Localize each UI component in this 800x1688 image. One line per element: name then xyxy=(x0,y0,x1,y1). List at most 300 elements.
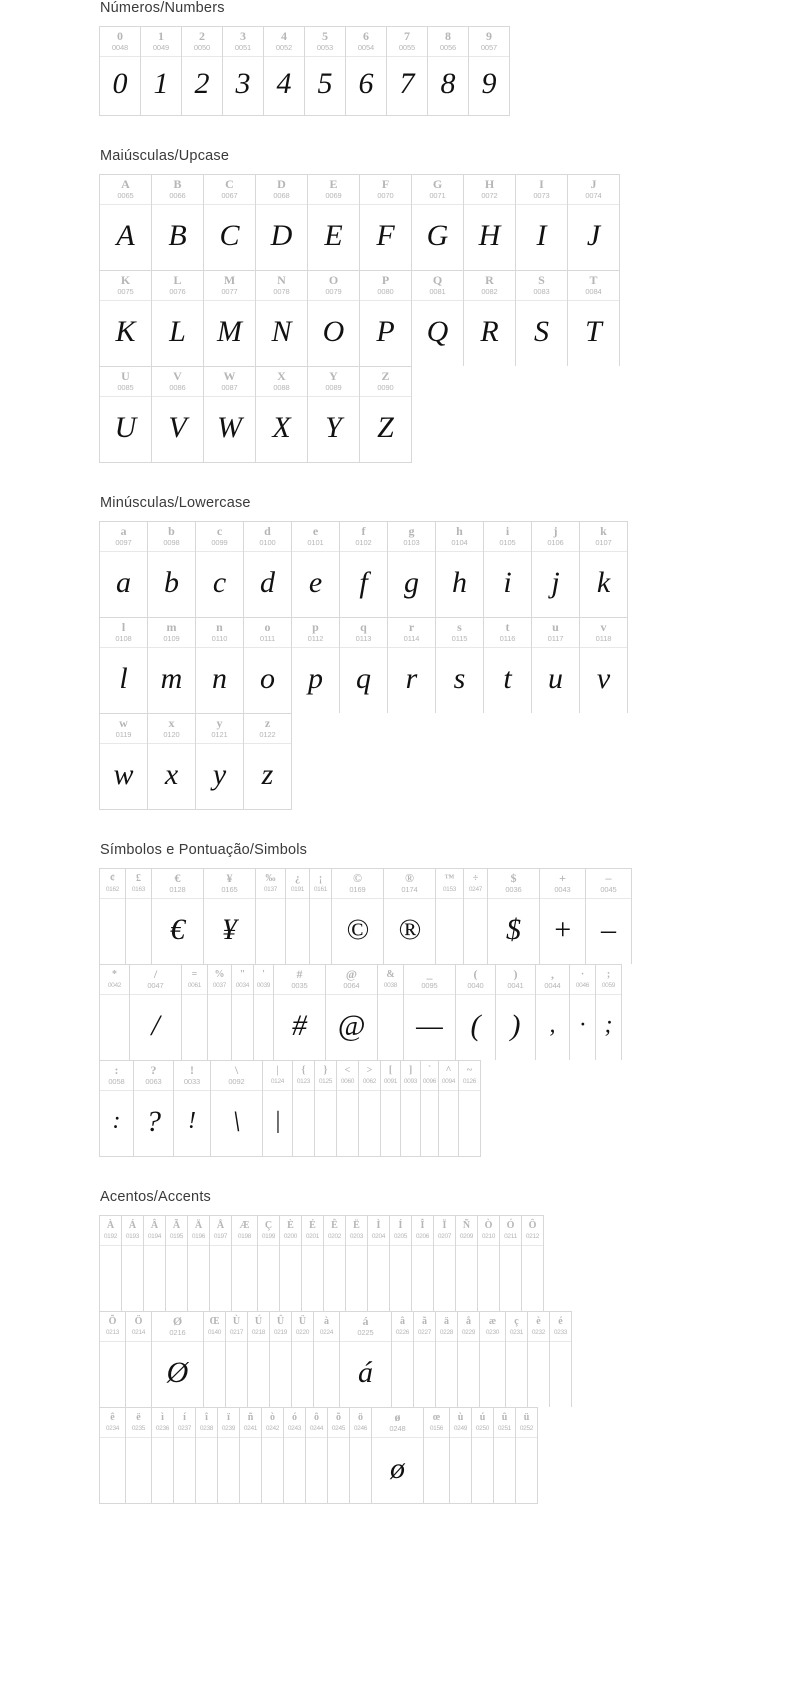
glyph-cell[interactable] xyxy=(100,522,148,617)
glyph-cell[interactable] xyxy=(500,1216,522,1311)
glyph-cell[interactable] xyxy=(264,27,305,115)
glyph-cell[interactable] xyxy=(550,1312,572,1407)
glyph-cell-code: 0043 xyxy=(554,885,571,894)
glyph-cell-char: ] xyxy=(408,1065,413,1076)
glyph-cell-char: € xyxy=(174,871,181,885)
glyph-cell-char: x xyxy=(168,716,175,730)
glyph-cell[interactable] xyxy=(436,1312,458,1407)
glyph-cell[interactable] xyxy=(141,27,182,115)
glyph-cell-char: å xyxy=(466,1316,471,1327)
glyph-cell-code: 0116 xyxy=(499,634,516,643)
glyph-cell-header xyxy=(152,175,203,205)
glyph-cell[interactable] xyxy=(305,27,346,115)
glyph-cell-char: & xyxy=(386,969,395,980)
glyph-cell[interactable] xyxy=(337,1061,359,1156)
glyph-cell[interactable] xyxy=(204,367,256,462)
glyph-cell[interactable] xyxy=(580,618,628,713)
glyph-cell-char: Ü xyxy=(298,1316,307,1327)
glyph-cell[interactable] xyxy=(450,1408,472,1503)
glyph-cell-sample: 8 xyxy=(440,67,456,100)
glyph-cell-sample xyxy=(436,1342,457,1407)
glyph-cell-sample xyxy=(226,1342,247,1407)
glyph-cell[interactable] xyxy=(100,175,152,270)
glyph-cell[interactable] xyxy=(122,1216,144,1311)
glyph-cell[interactable] xyxy=(182,27,223,115)
glyph-cell-char: { xyxy=(301,1065,306,1076)
glyph-cell-header xyxy=(326,965,377,995)
glyph-cell[interactable] xyxy=(496,965,536,1060)
glyph-cell[interactable] xyxy=(340,1312,392,1407)
glyph-cell-header xyxy=(256,869,285,899)
glyph-cell[interactable] xyxy=(292,522,340,617)
glyph-cell-char: Ñ xyxy=(462,1220,471,1231)
glyph-cell[interactable] xyxy=(100,714,148,809)
glyph-cell[interactable] xyxy=(478,1216,500,1311)
glyph-cell-code: 0081 xyxy=(429,287,446,296)
glyph-cell[interactable] xyxy=(586,869,632,964)
section-title-lowercase: Minúsculas/Lowercase xyxy=(100,495,251,511)
glyph-cell-sample xyxy=(328,1438,349,1503)
glyph-cell[interactable] xyxy=(211,1061,263,1156)
glyph-cell[interactable] xyxy=(256,175,308,270)
glyph-cell[interactable] xyxy=(204,175,256,270)
glyph-cell[interactable] xyxy=(182,965,208,1060)
glyph-cell[interactable] xyxy=(324,1216,346,1311)
glyph-cell-char: 9 xyxy=(486,29,492,43)
glyph-cell-header xyxy=(421,1061,438,1091)
glyph-cell[interactable] xyxy=(148,618,196,713)
glyph-cell[interactable] xyxy=(126,1408,152,1503)
glyph-cell[interactable] xyxy=(404,965,456,1060)
glyph-cell[interactable] xyxy=(256,869,286,964)
glyph-cell[interactable] xyxy=(532,522,580,617)
glyph-cell-char: ~ xyxy=(466,1065,473,1076)
glyph-cell-sample: c xyxy=(212,565,227,599)
glyph-cell[interactable] xyxy=(436,522,484,617)
glyph-cell-sample: ? xyxy=(146,1104,161,1138)
glyph-cell-header xyxy=(100,1408,125,1438)
glyph-cell[interactable] xyxy=(240,1408,262,1503)
glyph-cell-sample: H xyxy=(478,218,501,252)
glyph-cell[interactable] xyxy=(226,1312,248,1407)
glyph-cell-sample: F xyxy=(376,218,395,252)
glyph-cell-header xyxy=(152,1408,173,1438)
glyph-cell[interactable] xyxy=(244,714,292,809)
glyph-cell-header xyxy=(368,1216,389,1246)
glyph-cell[interactable] xyxy=(100,1408,126,1503)
glyph-cell[interactable] xyxy=(360,175,412,270)
glyph-cell-code: 0048 xyxy=(111,43,129,52)
glyph-cell-code: 0169 xyxy=(349,885,366,894)
glyph-cell[interactable] xyxy=(280,1216,302,1311)
glyph-cell-sample xyxy=(188,1246,209,1311)
glyph-cell[interactable] xyxy=(456,965,496,1060)
glyph-cell[interactable] xyxy=(218,1408,240,1503)
glyph-cell[interactable] xyxy=(308,271,360,366)
glyph-cell[interactable] xyxy=(100,869,126,964)
glyph-cell-char: ! xyxy=(190,1063,194,1077)
glyph-cell-sample xyxy=(500,1246,521,1311)
glyph-cell-header xyxy=(540,869,585,899)
glyph-cell-char: U xyxy=(121,369,130,383)
glyph-cell-code: 0211 xyxy=(504,1233,517,1240)
glyph-cell[interactable] xyxy=(536,965,570,1060)
glyph-cell[interactable] xyxy=(256,271,308,366)
glyph-cell-sample: S xyxy=(534,314,549,348)
glyph-cell-code: 0236 xyxy=(155,1425,170,1432)
glyph-cell-code: 0234 xyxy=(105,1425,120,1432)
glyph-cell[interactable] xyxy=(274,965,326,1060)
glyph-cell-sample xyxy=(280,1246,301,1311)
glyph-cell-sample xyxy=(350,1438,371,1503)
glyph-cell-char: E xyxy=(329,177,338,191)
glyph-cell[interactable] xyxy=(381,1061,401,1156)
glyph-cell[interactable] xyxy=(326,965,378,1060)
glyph-cell[interactable] xyxy=(286,869,310,964)
glyph-cell[interactable] xyxy=(401,1061,421,1156)
glyph-cell[interactable] xyxy=(315,1061,337,1156)
glyph-cell[interactable] xyxy=(388,522,436,617)
glyph-cell-code: 0065 xyxy=(117,191,134,200)
glyph-cell-code: 0110 xyxy=(211,634,228,643)
glyph-cell-sample xyxy=(218,1438,239,1503)
glyph-cell-header xyxy=(211,1061,262,1091)
glyph-cell-code: 0090 xyxy=(377,383,394,392)
glyph-cell[interactable] xyxy=(126,869,152,964)
glyph-cell-sample: G xyxy=(426,218,449,252)
glyph-cell[interactable] xyxy=(506,1312,528,1407)
glyph-cell[interactable] xyxy=(188,1216,210,1311)
glyph-cell[interactable] xyxy=(204,271,256,366)
glyph-cell[interactable] xyxy=(384,869,436,964)
glyph-cell[interactable] xyxy=(244,522,292,617)
glyph-cell[interactable] xyxy=(568,175,620,270)
glyph-cell-header xyxy=(100,869,125,899)
glyph-cell-header xyxy=(152,271,203,301)
glyph-cell-code: 0207 xyxy=(437,1233,452,1240)
glyph-cell-header xyxy=(244,522,291,552)
glyph-cell[interactable] xyxy=(144,1216,166,1311)
glyph-cell[interactable] xyxy=(100,27,141,115)
glyph-cell-code: 0102 xyxy=(355,538,372,547)
glyph-cell[interactable] xyxy=(436,618,484,713)
glyph-cell[interactable] xyxy=(100,1061,134,1156)
glyph-cell[interactable] xyxy=(458,1312,480,1407)
glyph-cell[interactable] xyxy=(412,175,464,270)
glyph-cell[interactable] xyxy=(314,1312,340,1407)
glyph-cell-code: 0076 xyxy=(169,287,186,296)
glyph-cell-header xyxy=(284,1408,305,1438)
glyph-cell-sample: k xyxy=(596,565,611,599)
glyph-cell-header xyxy=(436,522,483,552)
glyph-cell-code: 0097 xyxy=(115,538,132,547)
glyph-cell-code: 0225 xyxy=(357,1328,374,1337)
glyph-cell-header xyxy=(292,1312,313,1342)
glyph-cell[interactable] xyxy=(469,27,510,115)
glyph-cell[interactable] xyxy=(152,367,204,462)
glyph-cell-header xyxy=(152,869,203,899)
glyph-cell[interactable] xyxy=(412,1216,434,1311)
glyph-cell-code: 0235 xyxy=(131,1425,146,1432)
glyph-cell[interactable] xyxy=(359,1061,381,1156)
glyph-cell[interactable] xyxy=(346,1216,368,1311)
glyph-cell[interactable] xyxy=(174,1061,211,1156)
glyph-cell-char: Ï xyxy=(442,1220,447,1231)
glyph-cell[interactable] xyxy=(328,1408,350,1503)
glyph-cell-char: c xyxy=(216,524,223,538)
glyph-cell-sample xyxy=(464,899,487,964)
glyph-cell-code: 0214 xyxy=(131,1329,146,1336)
glyph-cell-code: 0064 xyxy=(343,981,360,990)
glyph-cell-sample: 9 xyxy=(481,67,497,100)
glyph-cell-header xyxy=(100,175,151,205)
glyph-cell-sample: t xyxy=(503,661,512,695)
glyph-cell[interactable] xyxy=(196,522,244,617)
glyph-cell[interactable] xyxy=(388,618,436,713)
glyph-cell-sample xyxy=(421,1091,438,1156)
glyph-cell[interactable] xyxy=(148,522,196,617)
glyph-cell[interactable] xyxy=(292,618,340,713)
glyph-cell[interactable] xyxy=(392,1312,414,1407)
glyph-cell-header xyxy=(404,965,455,995)
glyph-cell-char: O xyxy=(328,273,339,287)
glyph-cell-char: ù xyxy=(457,1412,464,1423)
glyph-cell-header xyxy=(196,714,243,744)
glyph-cell-header xyxy=(401,1061,420,1091)
glyph-cell-header xyxy=(496,965,535,995)
glyph-row xyxy=(99,617,628,713)
glyph-cell-char: p xyxy=(312,620,319,634)
glyph-cell[interactable] xyxy=(456,1216,478,1311)
glyph-cell-header xyxy=(436,869,463,899)
glyph-cell-sample xyxy=(262,1438,283,1503)
glyph-cell[interactable] xyxy=(310,869,332,964)
glyph-cell[interactable] xyxy=(256,367,308,462)
glyph-cell-char: | xyxy=(276,1065,279,1076)
glyph-cell[interactable] xyxy=(421,1061,439,1156)
glyph-cell-sample xyxy=(292,1342,313,1407)
glyph-cell-header xyxy=(436,618,483,648)
glyph-cell[interactable] xyxy=(292,1312,314,1407)
glyph-cell[interactable] xyxy=(152,869,204,964)
glyph-cell-char: Ö xyxy=(134,1316,143,1327)
glyph-cell[interactable] xyxy=(332,869,384,964)
glyph-cell-sample: ( xyxy=(470,1008,481,1042)
glyph-cell[interactable] xyxy=(100,271,152,366)
glyph-cell[interactable] xyxy=(100,965,130,1060)
glyph-cell-sample: u xyxy=(548,661,563,695)
glyph-cell-sample xyxy=(439,1091,458,1156)
glyph-cell-header xyxy=(328,1408,349,1438)
glyph-cell-header xyxy=(218,1408,239,1438)
glyph-cell[interactable] xyxy=(494,1408,516,1503)
glyph-cell-header xyxy=(340,522,387,552)
glyph-cell[interactable] xyxy=(434,1216,456,1311)
glyph-cell-header xyxy=(256,175,307,205)
glyph-cell[interactable] xyxy=(516,175,568,270)
glyph-cell[interactable] xyxy=(196,714,244,809)
glyph-cell-char: r xyxy=(408,620,415,634)
glyph-cell[interactable] xyxy=(152,1408,174,1503)
glyph-cell[interactable] xyxy=(488,869,540,964)
glyph-cell[interactable] xyxy=(480,1312,506,1407)
glyph-cell-header xyxy=(350,1408,371,1438)
glyph-cell[interactable] xyxy=(100,618,148,713)
glyph-cell-code: 0123 xyxy=(296,1078,311,1085)
glyph-cell-char: L xyxy=(173,273,182,287)
glyph-cell-header xyxy=(506,1312,527,1342)
glyph-cell[interactable] xyxy=(439,1061,459,1156)
glyph-cell-char: Ô xyxy=(528,1220,537,1231)
glyph-cell[interactable] xyxy=(306,1408,328,1503)
glyph-cell-sample: O xyxy=(322,314,345,348)
glyph-cell-header xyxy=(428,27,468,57)
glyph-cell[interactable] xyxy=(580,522,628,617)
glyph-cell[interactable] xyxy=(436,869,464,964)
glyph-cell[interactable] xyxy=(248,1312,270,1407)
glyph-cell-sample: — xyxy=(416,1008,443,1042)
glyph-cell-sample: W xyxy=(217,410,242,444)
glyph-cell[interactable] xyxy=(516,271,568,366)
glyph-cell-code: 0232 xyxy=(531,1329,546,1336)
glyph-cell[interactable] xyxy=(390,1216,412,1311)
glyph-cell[interactable] xyxy=(254,965,274,1060)
glyph-cell-char: £ xyxy=(136,873,141,884)
glyph-cell-code: 0046 xyxy=(575,982,590,989)
glyph-cell-header xyxy=(210,1216,231,1246)
glyph-cell[interactable] xyxy=(223,27,264,115)
glyph-cell-char: ü xyxy=(523,1412,530,1423)
glyph-cell[interactable] xyxy=(100,1216,122,1311)
glyph-cell[interactable] xyxy=(130,965,182,1060)
glyph-cell-code: 0248 xyxy=(389,1424,406,1433)
glyph-cell[interactable] xyxy=(360,271,412,366)
glyph-cell[interactable] xyxy=(368,1216,390,1311)
glyph-cell[interactable] xyxy=(308,175,360,270)
glyph-cell[interactable] xyxy=(270,1312,292,1407)
glyph-cell[interactable] xyxy=(196,1408,218,1503)
glyph-cell[interactable] xyxy=(464,271,516,366)
glyph-cell-sample xyxy=(100,1438,125,1503)
glyph-cell[interactable] xyxy=(528,1312,550,1407)
glyph-cell[interactable] xyxy=(340,618,388,713)
glyph-cell-char: È xyxy=(287,1220,294,1231)
glyph-cell[interactable] xyxy=(152,175,204,270)
glyph-cell[interactable] xyxy=(152,1312,204,1407)
glyph-cell[interactable] xyxy=(293,1061,315,1156)
glyph-cell[interactable] xyxy=(378,965,404,1060)
glyph-cell-char: B xyxy=(173,177,182,191)
section-title-accents: Acentos/Accents xyxy=(100,1189,211,1205)
glyph-cell-header xyxy=(196,1408,217,1438)
glyph-cell[interactable] xyxy=(204,869,256,964)
glyph-cell[interactable] xyxy=(484,618,532,713)
glyph-cell-code: 0075 xyxy=(117,287,134,296)
glyph-cell[interactable] xyxy=(302,1216,324,1311)
glyph-cell[interactable] xyxy=(428,27,469,115)
glyph-cell-header xyxy=(550,1312,571,1342)
glyph-cell[interactable] xyxy=(232,965,254,1060)
glyph-cell[interactable] xyxy=(232,1216,258,1311)
glyph-cell-code: 0197 xyxy=(213,1233,228,1240)
glyph-cell[interactable] xyxy=(516,1408,538,1503)
glyph-cell[interactable] xyxy=(196,618,244,713)
glyph-cell[interactable] xyxy=(522,1216,544,1311)
glyph-cell[interactable] xyxy=(424,1408,450,1503)
glyph-cell[interactable] xyxy=(126,1312,152,1407)
glyph-cell[interactable] xyxy=(484,522,532,617)
glyph-cell[interactable] xyxy=(570,965,596,1060)
glyph-cell[interactable] xyxy=(284,1408,306,1503)
glyph-cell-char: b xyxy=(168,524,175,538)
glyph-cell-char: s xyxy=(457,620,462,634)
glyph-cell[interactable] xyxy=(134,1061,174,1156)
glyph-cell[interactable] xyxy=(263,1061,293,1156)
glyph-cell[interactable] xyxy=(464,175,516,270)
glyph-cell[interactable] xyxy=(262,1408,284,1503)
glyph-cell[interactable] xyxy=(596,965,622,1060)
glyph-cell[interactable] xyxy=(412,271,464,366)
glyph-cell-header xyxy=(100,271,151,301)
glyph-cell-sample: Ø xyxy=(166,1355,189,1389)
glyph-cell-sample xyxy=(378,995,403,1060)
glyph-cell-code: 0045 xyxy=(600,885,617,894)
glyph-cell[interactable] xyxy=(152,271,204,366)
glyph-cell[interactable] xyxy=(100,1312,126,1407)
section-symbols xyxy=(0,820,800,1157)
glyph-cell[interactable] xyxy=(174,1408,196,1503)
glyph-cell[interactable] xyxy=(208,965,232,1060)
glyph-cell[interactable] xyxy=(540,869,586,964)
glyph-cell-sample: f xyxy=(359,565,368,599)
glyph-cell-header xyxy=(568,271,619,301)
glyph-cell[interactable] xyxy=(464,869,488,964)
glyph-cell-code: 0224 xyxy=(319,1329,334,1336)
glyph-cell[interactable] xyxy=(308,367,360,462)
glyph-cell[interactable] xyxy=(360,367,412,462)
glyph-cell[interactable] xyxy=(204,1312,226,1407)
glyph-cell[interactable] xyxy=(210,1216,232,1311)
glyph-cell-code: 0237 xyxy=(177,1425,192,1432)
glyph-cell[interactable] xyxy=(472,1408,494,1503)
glyph-cell-header xyxy=(148,618,195,648)
glyph-cell-sample: a xyxy=(116,565,131,599)
glyph-cell[interactable] xyxy=(459,1061,481,1156)
glyph-cell-code: 0041 xyxy=(507,981,524,990)
glyph-cell[interactable] xyxy=(258,1216,280,1311)
glyph-cell-char: l xyxy=(121,620,126,634)
glyph-cell-char: " xyxy=(239,969,246,980)
glyph-cell[interactable] xyxy=(414,1312,436,1407)
glyph-cell[interactable] xyxy=(100,367,152,462)
glyph-cell[interactable] xyxy=(372,1408,424,1503)
glyph-cell-sample: X xyxy=(272,410,291,444)
glyph-cell-header xyxy=(516,271,567,301)
glyph-cell[interactable] xyxy=(244,618,292,713)
glyph-cell[interactable] xyxy=(148,714,196,809)
glyph-cell[interactable] xyxy=(532,618,580,713)
glyph-cell-header xyxy=(516,175,567,205)
glyph-cell-header xyxy=(570,965,595,995)
glyph-cell-sample: · xyxy=(579,1012,586,1038)
glyph-cell[interactable] xyxy=(568,271,620,366)
glyph-cell[interactable] xyxy=(346,27,387,115)
glyph-cell[interactable] xyxy=(387,27,428,115)
glyph-cell-char: Ò xyxy=(484,1220,493,1231)
glyph-cell[interactable] xyxy=(350,1408,372,1503)
glyph-cell[interactable] xyxy=(340,522,388,617)
glyph-cell[interactable] xyxy=(166,1216,188,1311)
